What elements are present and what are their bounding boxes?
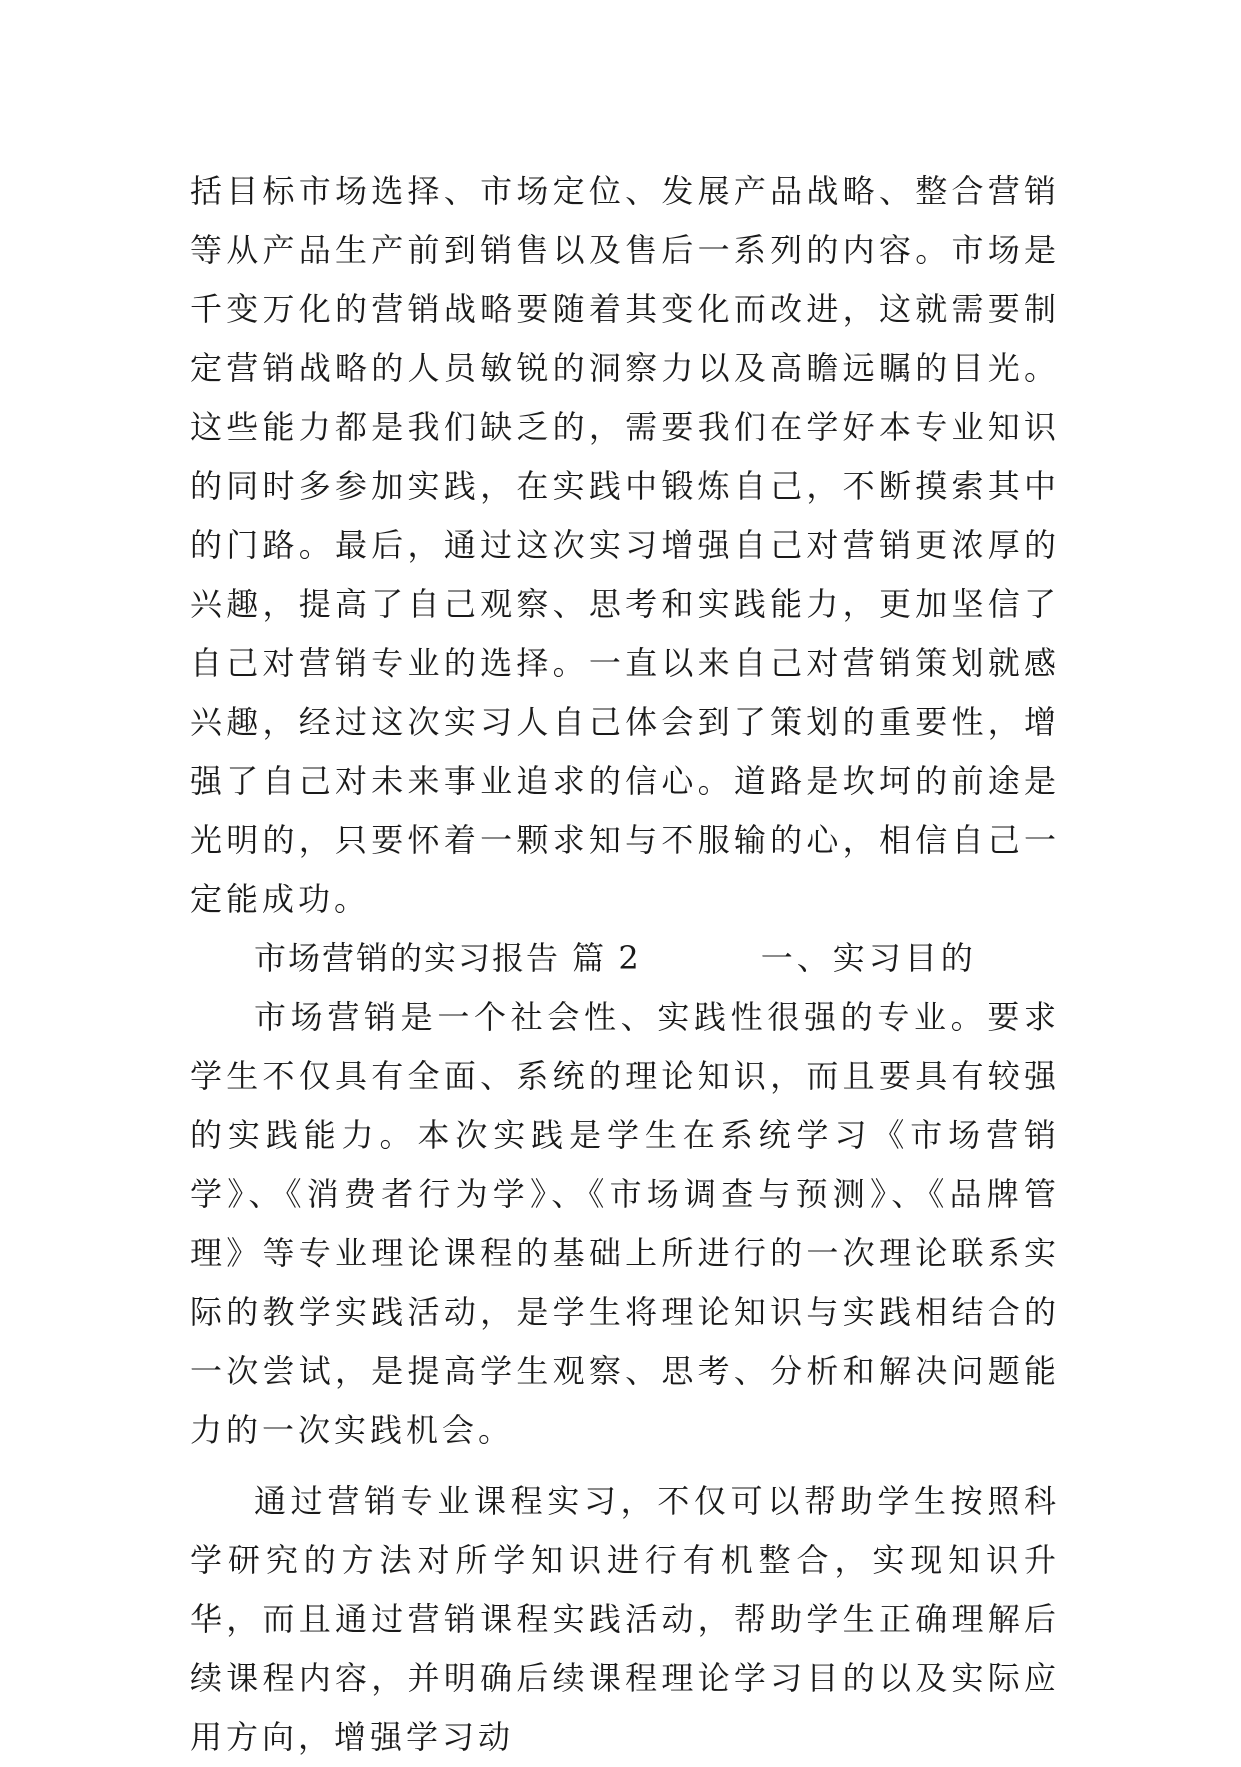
paragraph-practice: 通过营销专业课程实习，不仅可以帮助学生按照科学研究的方法对所学知识进行有机整合，实现知识升华，而且通过营销课程实践活动，帮助学生正确理解后续课程内容，并明确后续课程理论学习目的以及实际应用方向，增强学习动 xyxy=(190,1482,1060,1756)
paragraph-continued: 括目标市场选择、市场定位、发展产品战略、整合营销等从产品生产前到销售以及售后一系列的内容。市场是千变万化的营销战略要随着其变化而改进，这就需要制定营销战略的人员敏锐的洞察力以及高瞻远瞩的目光。这些能力都是我们缺乏的，需要我们在学好本专业知识的同时多参加实践，在实践中锻炼自己，不断摸索其中的门路。最后，通过这次实习增强自己对营销更浓厚的兴趣，提高了自己观察、思考和实践能力，更加坚信了自己对营销专业的选择。一直以来自己对营销策划就感兴趣，经过这次实习人自己体会到了策划的重要性，增强了自己对未来事业追求的信心。道路是坎坷的前途是光明的，只要怀着一颗求知与不服输的心，相信自己一定能成功。 xyxy=(190,172,1060,918)
paragraph-purpose: 市场营销是一个社会性、实践性很强的专业。要求学生不仅具有全面、系统的理论知识，而且要具有较强的实践能力。本次实践是学生在系统学习《市场营销学》、《消费者行为学》、《市场调查与预测》、《品牌管理》等专业理论课程的基础上所进行的一次理论联系实际的教学实践活动，是学生将理论知识与实践相结合的一次尝试，是提高学生观察、思考、分析和解决问题能力的一次实践机会。 xyxy=(190,998,1060,1449)
document-body xyxy=(190,162,1060,1767)
report-title: 市场营销的实习报告 篇 2 xyxy=(254,939,641,977)
section-title: 一、实习目的 xyxy=(760,939,977,977)
report-heading xyxy=(190,929,1060,988)
